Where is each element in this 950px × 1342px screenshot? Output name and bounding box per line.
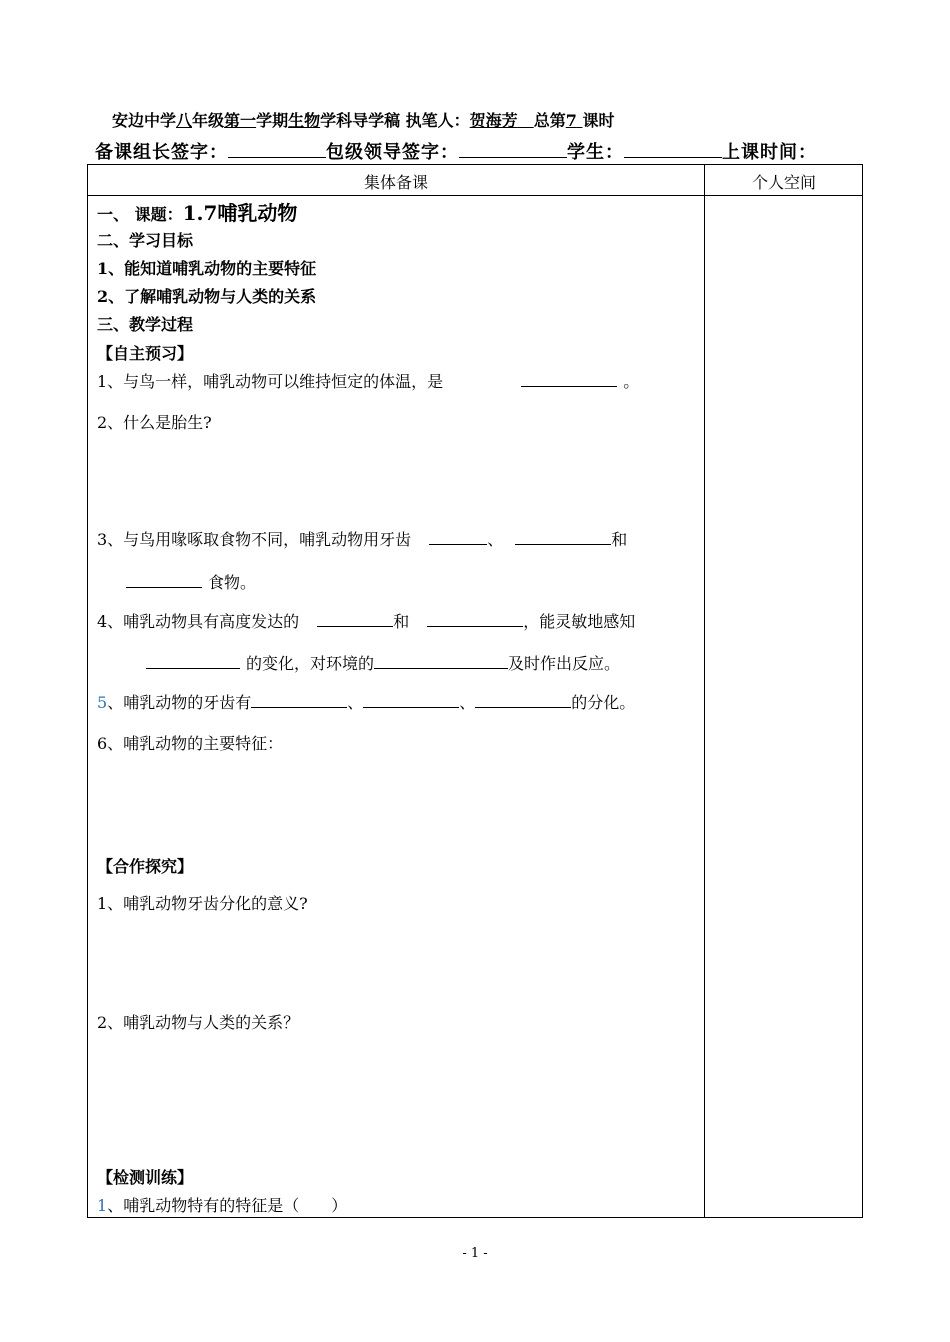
column-header-personal: 个人空间 xyxy=(751,173,816,192)
goals-heading: 二、学习目标 xyxy=(97,231,194,250)
question-5 xyxy=(97,690,635,713)
question-3-text-b: 食物。 xyxy=(208,573,257,592)
sign-leader-blank[interactable] xyxy=(228,141,326,158)
column-divider xyxy=(704,165,705,1217)
author-name: 贺海芳 xyxy=(469,111,518,130)
sign-director-blank[interactable] xyxy=(459,141,567,158)
question-3-blank-1[interactable] xyxy=(429,528,487,545)
topic-prefix: 一、 课题： xyxy=(97,205,183,224)
term-label: 学期 xyxy=(256,111,289,130)
topic-line xyxy=(97,197,297,226)
question-5-text-a: 、哺乳动物的牙齿有 xyxy=(107,693,252,712)
sign-director-label: 包级领导签字： xyxy=(326,142,459,163)
header-divider xyxy=(88,195,862,196)
question-4-blank-2[interactable] xyxy=(427,610,523,627)
test-question-1 xyxy=(97,1193,347,1216)
grade-label: 年级 xyxy=(192,111,225,130)
question-3-cont xyxy=(126,570,256,593)
coop-heading: 【合作探究】 xyxy=(97,857,194,876)
question-4-cont xyxy=(146,651,620,674)
class-time-label: 上课时间： xyxy=(722,142,817,163)
page-number: - 1 - xyxy=(462,1246,488,1261)
question-4-blank-4[interactable] xyxy=(374,652,508,669)
question-3-sep: 、 xyxy=(487,530,504,549)
student-blank[interactable] xyxy=(624,141,722,158)
question-5-blank-3[interactable] xyxy=(475,691,571,708)
doc-label: 学科导学稿 执笔人： xyxy=(320,111,470,130)
goal-item-2: 2、了解哺乳动物与人类的关系 xyxy=(97,287,317,306)
question-3-and: 和 xyxy=(611,530,628,549)
signature-line xyxy=(95,138,817,164)
question-4-text-a: 4、哺乳动物具有高度发达的 xyxy=(97,612,300,631)
question-5-number: 5 xyxy=(97,693,108,712)
question-3-blank-3[interactable] xyxy=(126,571,202,588)
question-4-text-c: 的变化，对环境的 xyxy=(246,654,375,673)
question-1-blank[interactable] xyxy=(521,370,617,387)
question-4-blank-3[interactable] xyxy=(146,652,240,669)
question-4-text-b: ，能灵敏地感知 xyxy=(523,612,636,631)
question-5-sep-1: 、 xyxy=(347,693,364,712)
author-underline-gap xyxy=(518,111,534,130)
test-question-1-number: 1 xyxy=(97,1196,108,1215)
test-heading: 【检测训练】 xyxy=(97,1168,194,1187)
goal-item-1: 1、能知道哺乳动物的主要特征 xyxy=(97,259,317,278)
question-4-text-d: 及时作出反应。 xyxy=(508,654,621,673)
grade-value: 八 xyxy=(176,111,193,130)
column-header-collective: 集体备课 xyxy=(363,173,428,192)
question-4-and: 和 xyxy=(393,612,410,631)
question-6: 6、哺乳动物的主要特征： xyxy=(97,734,284,753)
question-2: 2、什么是胎生? xyxy=(97,413,212,432)
question-1-text: 1、与鸟一样，哺乳动物可以维持恒定的体温，是 xyxy=(97,372,444,391)
coop-question-2: 2、哺乳动物与人类的关系？ xyxy=(97,1013,300,1032)
question-4 xyxy=(97,609,635,632)
question-5-text-b: 的分化。 xyxy=(571,693,636,712)
lesson-label: 课时 xyxy=(582,111,615,130)
term-value: 第一 xyxy=(224,111,257,130)
sign-leader-label: 备课组长签字： xyxy=(95,142,228,163)
question-4-blank-1[interactable] xyxy=(317,610,393,627)
topic-title: 1.7哺乳动物 xyxy=(182,201,298,225)
header-title-line xyxy=(112,108,614,131)
school-name: 安边中学 xyxy=(112,111,177,130)
test-question-1-text: 、哺乳动物特有的特征是（ ） xyxy=(107,1196,348,1215)
student-label: 学生： xyxy=(567,142,624,163)
subject-value: 生物 xyxy=(288,111,321,130)
question-5-blank-2[interactable] xyxy=(363,691,459,708)
question-5-blank-1[interactable] xyxy=(251,691,347,708)
question-5-sep-2: 、 xyxy=(459,693,476,712)
question-1 xyxy=(97,369,639,392)
question-3-text-a: 3、与鸟用喙啄取食物不同，哺乳动物用牙齿 xyxy=(97,530,412,549)
question-3 xyxy=(97,527,627,550)
coop-question-1: 1、哺乳动物牙齿分化的意义? xyxy=(97,894,308,913)
lesson-number: 7 xyxy=(565,111,577,130)
question-1-end: 。 xyxy=(623,372,640,391)
question-3-blank-2[interactable] xyxy=(515,528,611,545)
total-label: 总第 xyxy=(533,111,566,130)
preview-heading: 【自主预习】 xyxy=(97,344,194,363)
process-heading: 三、教学过程 xyxy=(97,315,194,334)
